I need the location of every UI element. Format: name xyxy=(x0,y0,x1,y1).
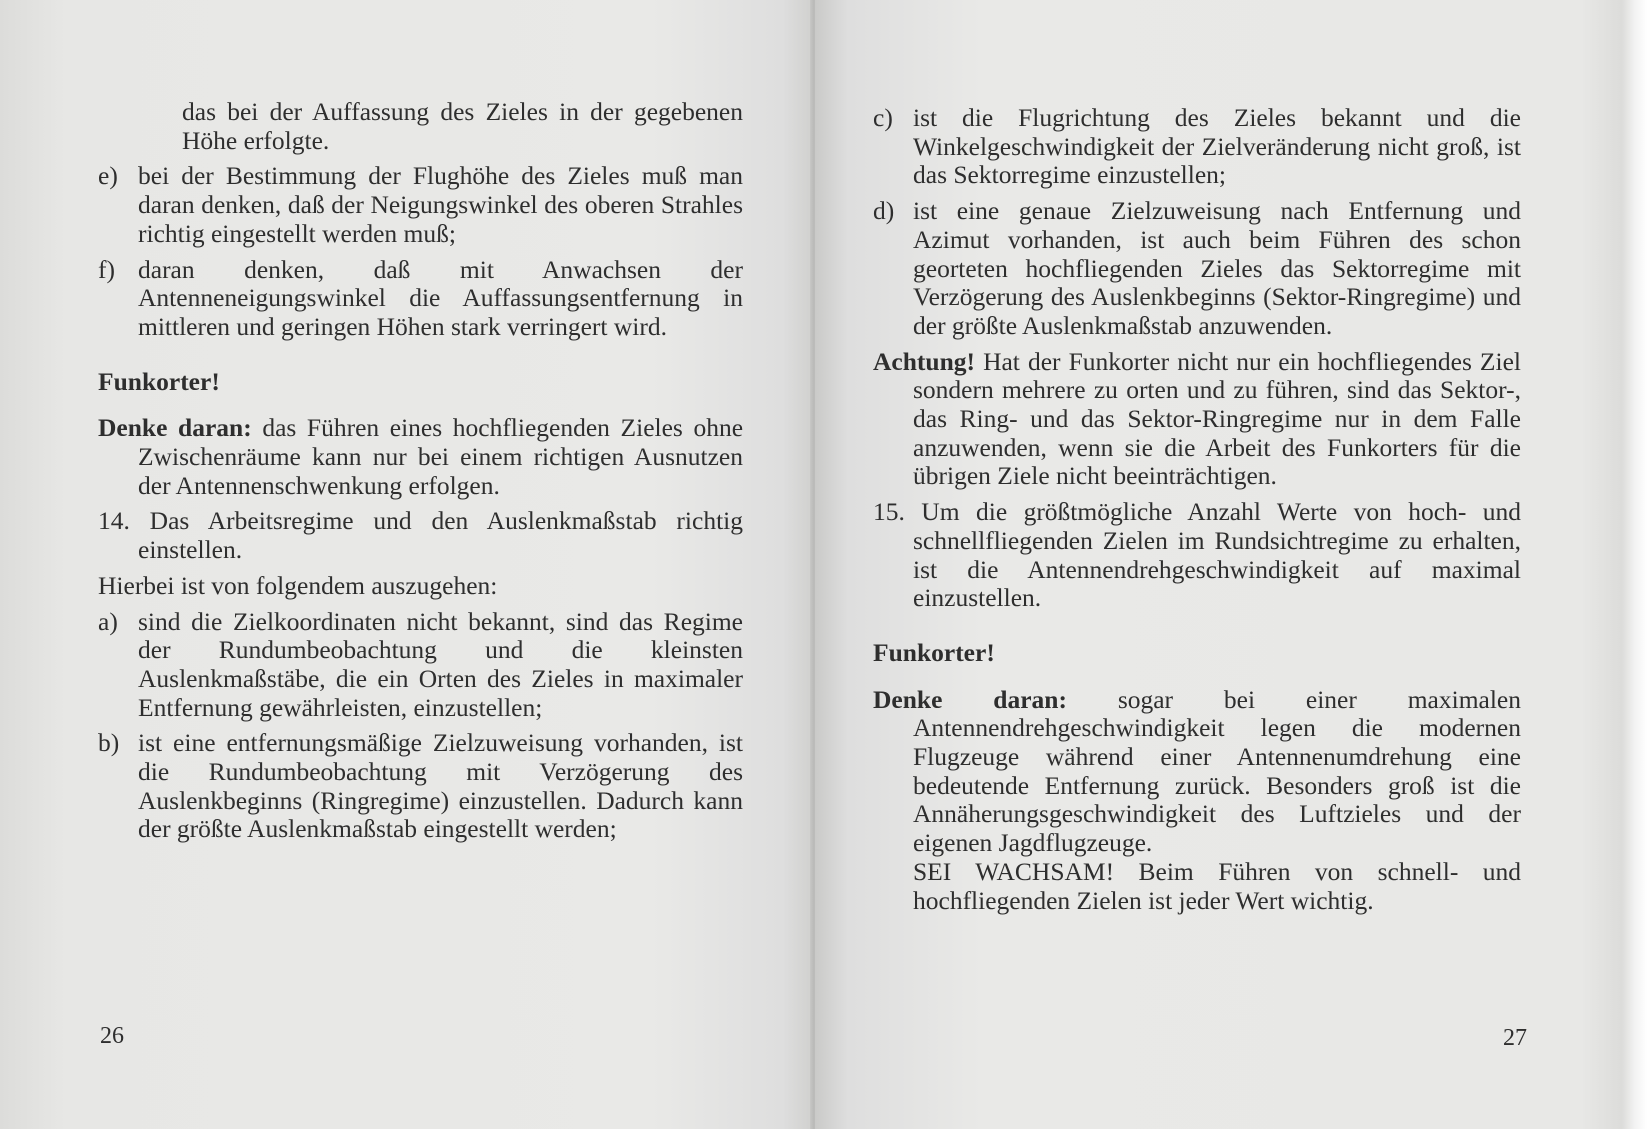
list-item xyxy=(98,608,743,723)
list-marker: d) xyxy=(873,196,895,226)
list-item-text: sind die Zielkoordinaten nicht bekannt, sind das Regime der Rundumbeobachtung und die kleinsten Auslenkmaßstäbe, die ein Orten des Zieles in maximaler Entfernung gewährleisten, einzustellen; xyxy=(138,606,743,722)
list-item-text: ist eine entfernungsmäßige Zielzuweisung vorhanden, ist die Rundumbeobachtung mit Verzögerung des Auslenkbeginns (Ringregime) einzustellen. Dadurch kann der größte Auslenkmaßstab eingestellt werden; xyxy=(138,728,743,844)
note-label: Denke daran: xyxy=(873,684,1067,714)
closing-paragraph: SEI WACHSAM! Beim Führen von schnell- und hochfliegenden Zielen ist jeder Wert wichtig. xyxy=(913,856,1521,915)
list-item xyxy=(98,162,743,248)
note-text: sogar bei einer maximalen Antennendrehgeschwindigkeit legen die modernen Flugzeuge während einer Antennenumdrehung eine bedeutende Entfernung zurück. Besonders groß ist die Annäherungsgeschwindigkeit des Luftzieles und der eigenen Jagdflugzeuge. xyxy=(913,684,1522,858)
list-item xyxy=(98,729,743,844)
left-page xyxy=(0,0,815,1129)
attention-text: Hat der Funkorter nicht nur ein hochfliegendes Ziel sondern mehrere zu orten und zu führen, sind das Sektor-, das Ring- und das Sektor-Ringregime nur in dem Falle anzuwenden, wenn sie die Arbeit des Funkorters für die übrigen Ziele nicht beeinträchtigen. xyxy=(913,346,1522,491)
continuation-paragraph: das bei der Auffassung des Zieles in der gegebenen Höhe erfolgte. xyxy=(182,97,743,155)
list-marker: a) xyxy=(98,606,118,636)
right-page-text xyxy=(873,104,1521,915)
list-marker: c) xyxy=(873,103,893,132)
list-marker: e) xyxy=(98,161,118,191)
list-item-text: bei der Bestimmung der Flughöhe des Zieles muß man daran denken, daß der Neigungswinkel des oberen Strahles richtig eingestellt werden muß; xyxy=(138,161,743,248)
list-item-text: ist die Flugrichtung des Zieles bekannt und die Winkelgeschwindigkeit der Zielveränderung nicht groß, ist das Sektorregime einzustellen; xyxy=(913,103,1521,190)
list-item-text: ist eine genaue Zielzuweisung nach Entfernung und Azimut vorhanden, ist auch beim Führen des schon georteten hochfliegenden Zieles das Sektorregime mit Verzögerung des Auslenkbeginns (Sektor-Ringregime) und der größte Auslenkmaßstab anzuwenden. xyxy=(913,196,1521,340)
list-item-text: daran denken, daß mit Anwachsen der Antenneneigungswinkel die Auffassungsentfernung in mittleren und geringen Höhen stark verringert wird. xyxy=(138,254,743,341)
section-14-paragraph: 14. Das Arbeitsregime und den Auslenkmaßstab richtig einstellen. xyxy=(98,506,743,565)
section-heading: Funkorter! xyxy=(873,637,995,667)
page-number: 26 xyxy=(100,1023,124,1049)
attention-label: Achtung! xyxy=(873,346,976,376)
note-text: das Führen eines hochfliegenden Zieles ohne Zwischenräume kann nur bei einem richtigen Ausnutzen der Antennenschwenkung erfolgen. xyxy=(138,413,744,500)
section-15-paragraph: 15. Um die größtmögliche Anzahl Werte von hoch- und schnellfliegenden Zielen im Rundsichtregime zu erhalten, ist die Antennendrehgeschwindigkeit auf maximal einzustellen. xyxy=(873,497,1521,613)
right-page xyxy=(815,0,1647,1129)
intro-paragraph: Hierbei ist von folgendem auszugehen: xyxy=(98,570,498,600)
note-label: Denke daran: xyxy=(98,413,252,443)
page-number: 27 xyxy=(1503,1025,1527,1051)
note-paragraph xyxy=(873,686,1521,858)
list-item xyxy=(873,197,1521,341)
list-item xyxy=(873,104,1521,190)
left-page-text xyxy=(98,98,743,844)
section-heading: Funkorter! xyxy=(98,366,220,396)
attention-paragraph xyxy=(873,348,1521,492)
note-paragraph xyxy=(98,414,743,500)
list-marker: f) xyxy=(98,254,115,284)
list-item xyxy=(98,256,743,342)
list-marker: b) xyxy=(98,728,120,758)
